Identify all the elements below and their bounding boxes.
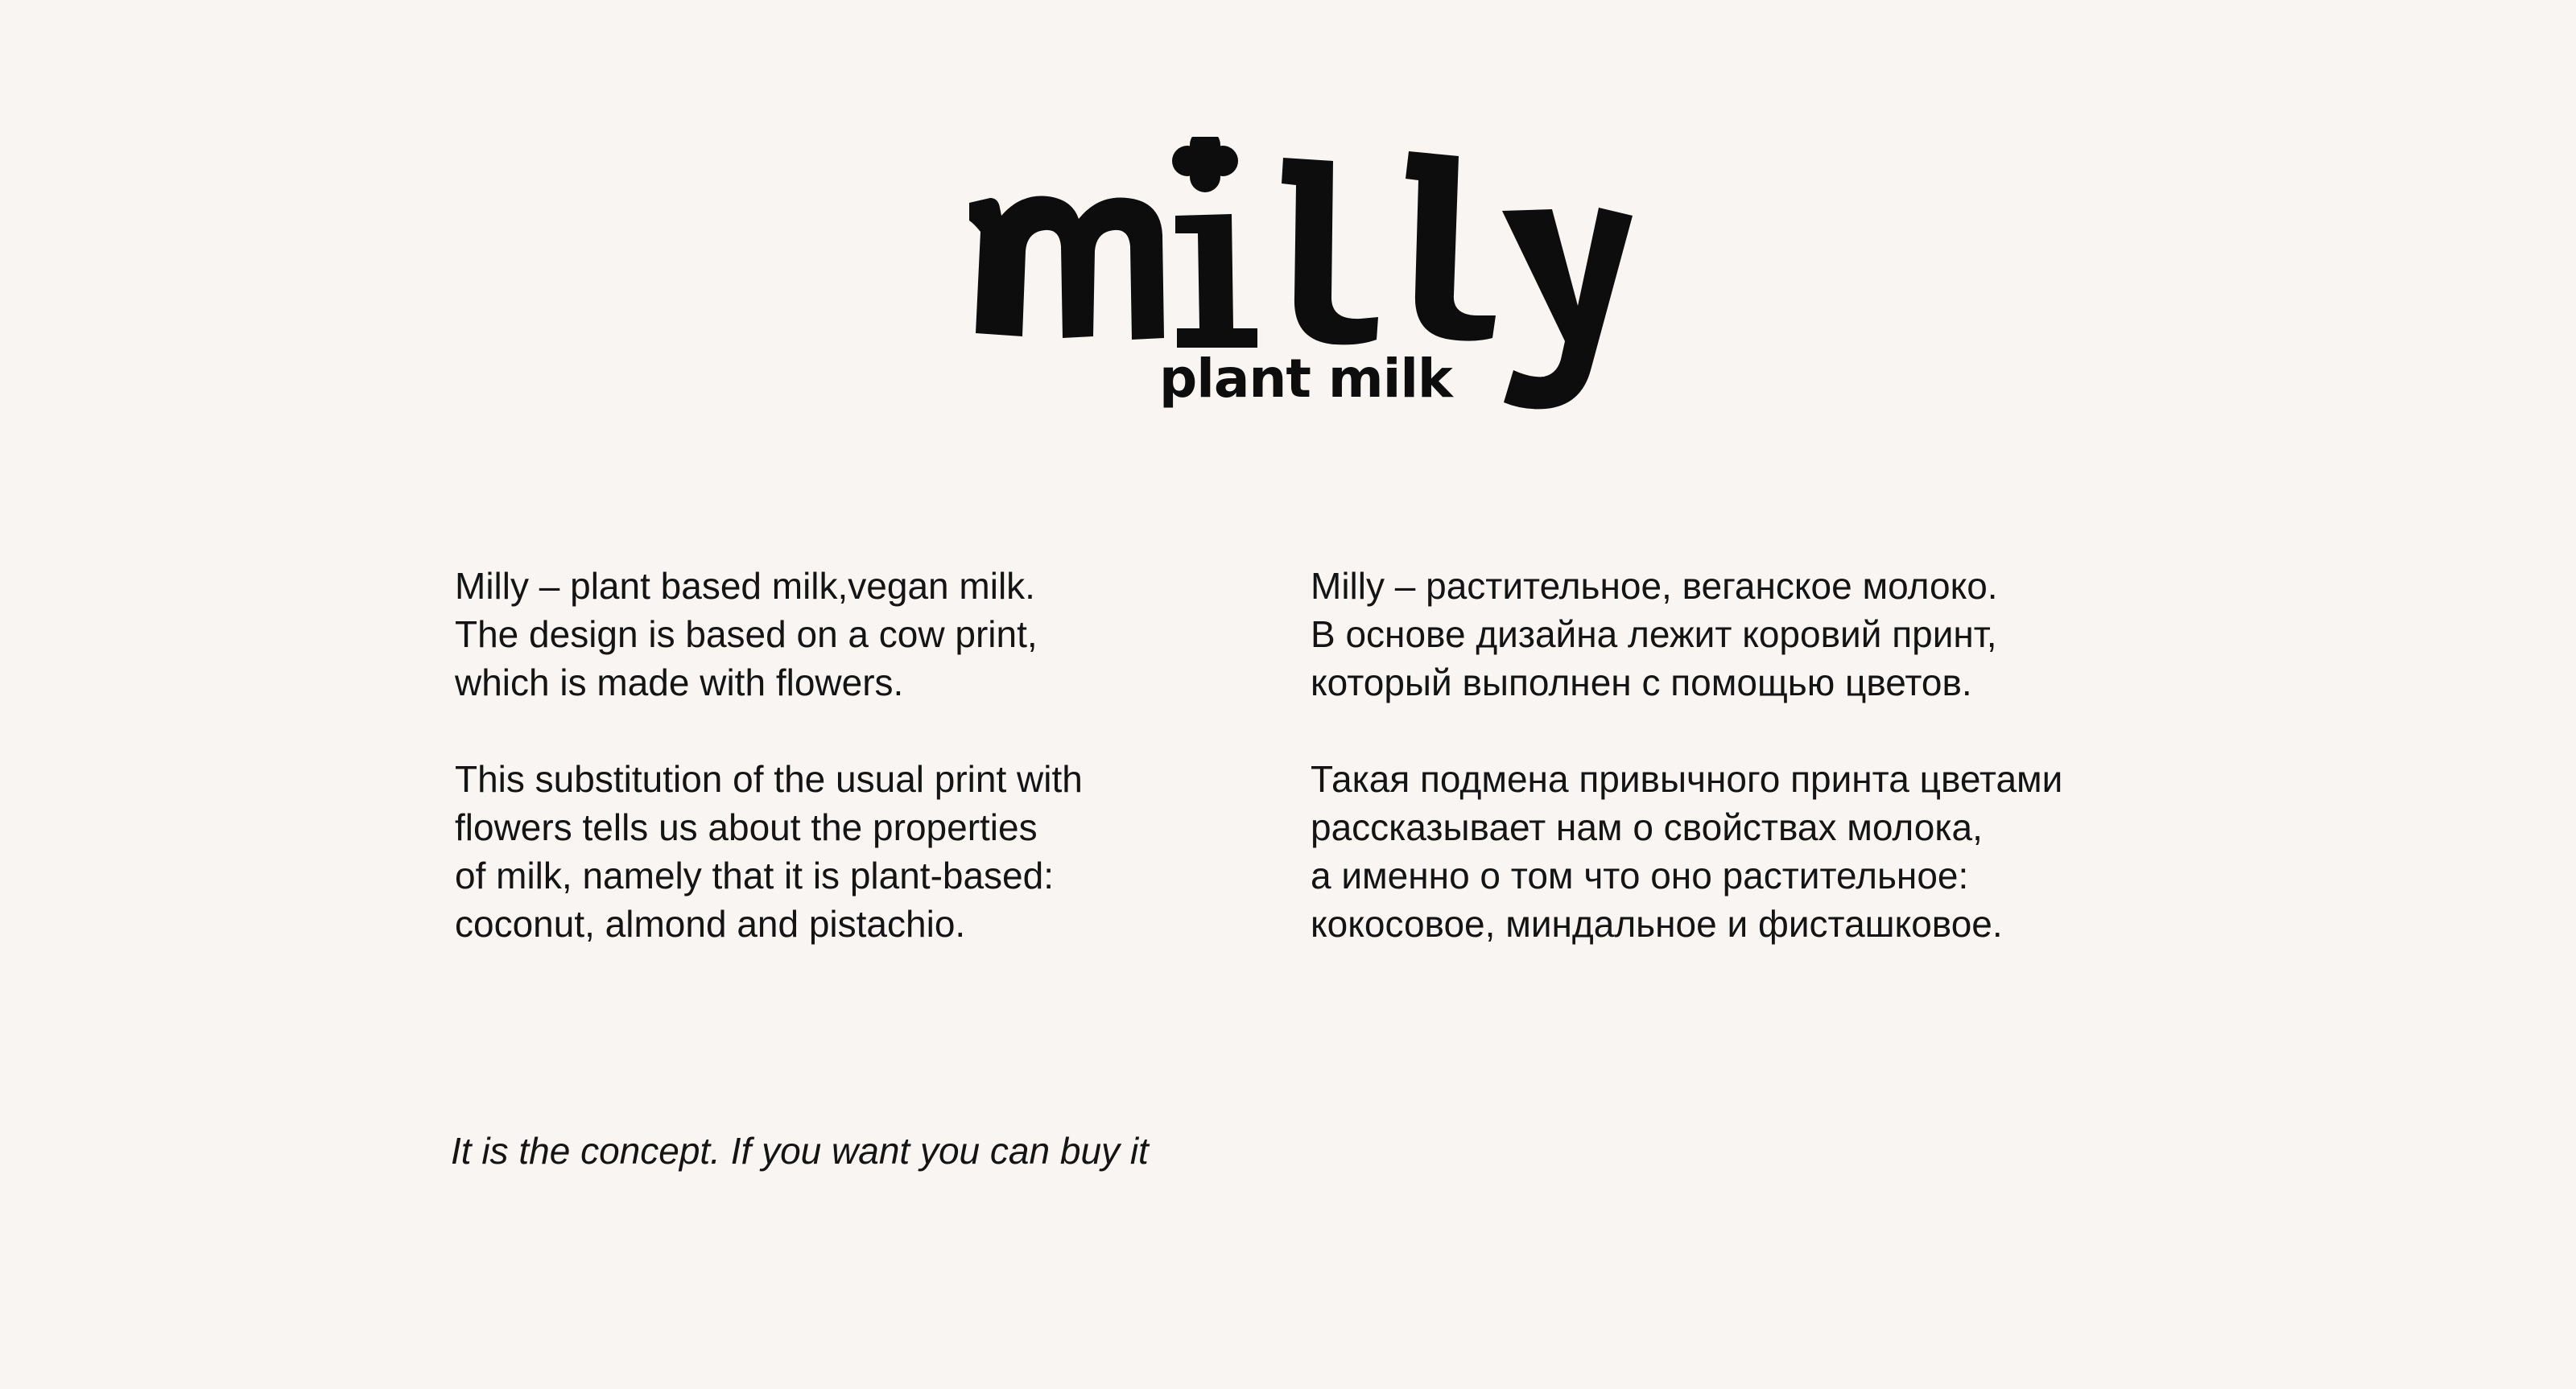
wordmark-letter-l-1 [1282,158,1378,344]
flower-icon [1172,137,1238,192]
concept-note: It is the concept. If you want you can buy it [451,1130,1149,1172]
russian-paragraph-1: Milly – растительное, веганское молоко. В основе дизайна лежит коровий принт, который выполнен с помощью цветов. [1311,565,1998,703]
brand-logo [958,137,1634,427]
russian-paragraph-2: Такая подмена привычного принта цветами рассказывает нам о свойствах молока, а именно о том что оно растительное: кокосовое, миндальное и фисташковое. [1311,758,2063,945]
wordmark-letter-y [1502,208,1633,409]
wordmark-letter-l-2 [1406,151,1496,341]
english-paragraph-2: This substitution of the usual print with flowers tells us about the properties of milk, namely that it is plant-based: coconut, almond and pistachio. [455,758,1083,945]
english-description [455,562,1276,948]
wordmark-letter-m [969,196,1164,340]
wordmark-letter-i [1175,214,1257,348]
russian-description [1311,562,2132,948]
logo-subtitle: plant milk [1159,348,1452,410]
english-paragraph-1: Milly – plant based milk,vegan milk. The design is based on a cow print, which is made with flowers. [455,565,1038,703]
